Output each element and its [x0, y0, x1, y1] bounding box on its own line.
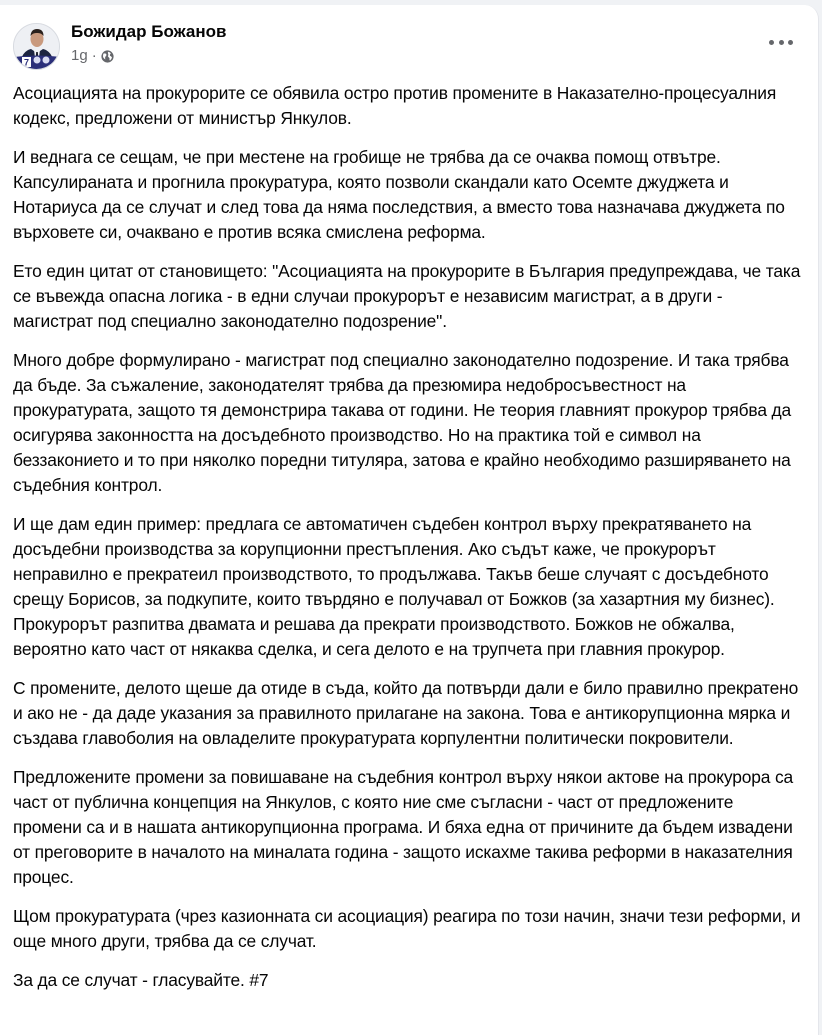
globe-icon[interactable]: [101, 49, 114, 62]
post-paragraph: Щом прокуратурата (чрез казионната си асоциация) реагира по този начин, значи тези реформи, и още много други, трябва да се случат.: [13, 906, 801, 951]
post-paragraph: Много добре формулирано - магистрат под специално законодателно подозрение. И така трябва да бъде. За съжаление, законодателят трябва да презюмира недобросъвестност на прокуратурата, защото тя демонстрира такава от години. Не теория главният прокурор трябва да осигурява законността на досъдебното производство. Но на практика той е символ на беззаконието и то при няколко поредни титуляра, затова е крайно необходимо разширяването на съдебния контрол.: [13, 350, 792, 495]
more-options-dot: [779, 40, 784, 45]
post-paragraph: С промените, делото щеше да отиде в съда, който да потвърди дали е било правилно прекратено и ако не - да даде указания за правилното прилагане на закона. Това е антикорупционна мярка и създава главоболия на овладелите прокуратурата корпулентни политически покровители.: [13, 678, 799, 748]
more-options-button[interactable]: [769, 35, 793, 49]
more-options-dot: [788, 40, 793, 45]
post-card: [0, 5, 819, 1035]
author-name[interactable]: Божидар Божанов: [71, 21, 227, 41]
post-paragraph: И веднага се сещам, че при местене на гробище не трябва да се очаква помощ отвътре. Капсулираната и прогнила прокуратура, която позволи скандали като Осемте джуджета и Нотариуса да се случат и след това да няма последствия, а вместо това назначава джуджета по върховете си, очаквано е против всяка смислена реформа.: [13, 147, 785, 242]
separator-dot: ·: [91, 46, 97, 64]
avatar-badge-number: 7: [23, 57, 30, 67]
post-header: [13, 21, 226, 71]
author-avatar[interactable]: [13, 23, 60, 70]
post-paragraph: Ето един цитат от становището: "Асоциацията на прокурорите в България предупреждава, че така се въвежда опасна логика - в едни случаи прокурорът е независим магистрат, а в други - магистрат под специално законодателно подозрение".: [13, 261, 801, 331]
post-paragraph: Асоциацията на прокурорите се обявила остро против промените в Наказателно-процесуалния кодекс, предложени от министър Янкулов.: [13, 83, 777, 128]
post-meta: [71, 21, 227, 66]
post-subline: [71, 46, 226, 66]
post-paragraph: И ще дам един пример: предлага се автоматичен съдебен контрол върху прекратяването на досъдебни производства за корупционни престъпления. Ако съдът каже, че прокурорът неправилно е прекратеил производството, то продължава. Такъв беше случаят с досъдебното срещу Борисов, за подкупите, които твърдяно е получавал от Божков (за хазартния му бизнес). Прокурорът разпитва двамата и решава да прекрати производството. Божков не обжалва, вероятно като част от някаква сделка, и сега делото е на трупчета при главния прокурор.: [13, 514, 775, 659]
post-paragraph: Предложените промени за повишаване на съдебния контрол върху някои актове на прокурора са част от публична концепция на Янкулов, с която ние сме съгласни - част от предложените промени са и в нашата антикорупционна програма. И бяха една от причините да бъдем извадени от преговорите в началото на миналата година - защото искахме такива реформи в наказателния процес.: [13, 767, 794, 887]
more-options-dot: [769, 40, 774, 45]
post-body: [13, 81, 803, 1007]
avatar-image: [14, 24, 60, 70]
post-paragraph: За да се случат - гласувайте. #7: [13, 970, 269, 990]
post-timestamp[interactable]: 1g: [71, 46, 88, 64]
